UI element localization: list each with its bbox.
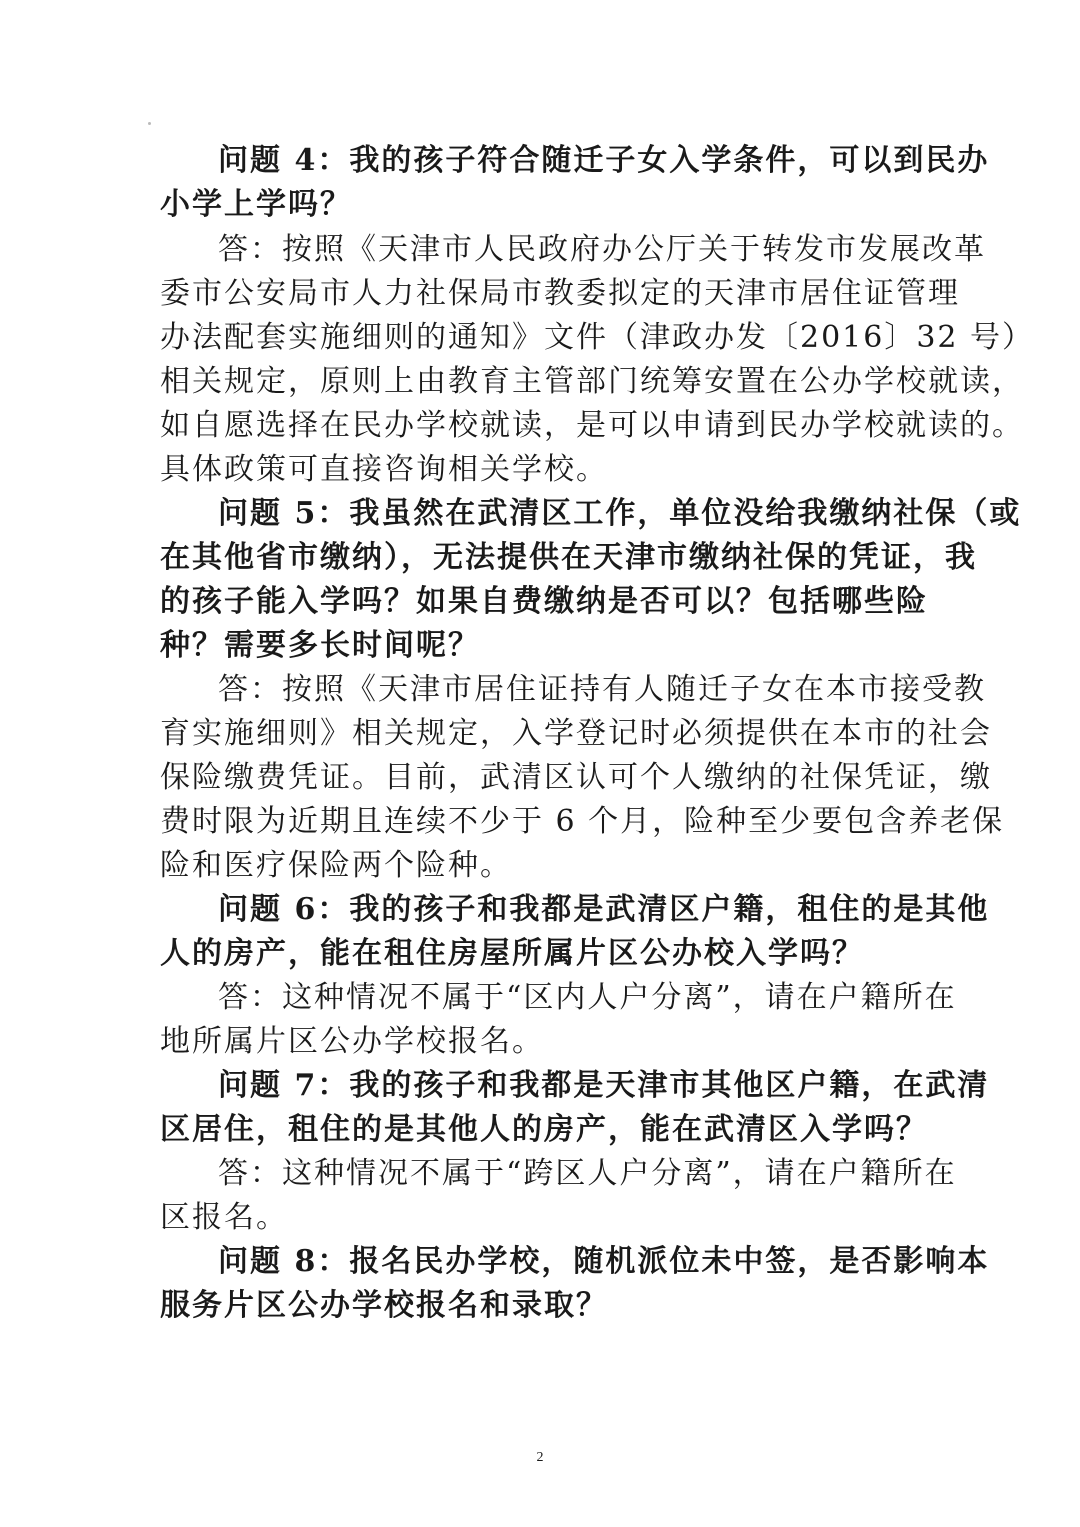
- scan-speck: [148, 122, 151, 125]
- question-5-line-1: 问题 5：我虽然在武清区工作，单位没给我缴纳社保（或: [218, 496, 1022, 531]
- answer-5-line-3: 保险缴费凭证。目前，武清区认可个人缴纳的社保凭证，缴: [160, 760, 992, 795]
- question-5-line-3: 的孩子能入学吗？如果自费缴纳是否可以？包括哪些险: [160, 584, 928, 619]
- answer-7-line-2: 区报名。: [160, 1200, 288, 1235]
- answer-6-line-1: 答：这种情况不属于“区内人户分离”，请在户籍所在: [218, 980, 957, 1015]
- answer-4-line-6: 具体政策可直接咨询相关学校。: [160, 452, 608, 487]
- question-6-line-2: 人的房产，能在租住房屋所属片区公办校入学吗？: [160, 936, 864, 971]
- question-4-line-1: 问题 4：我的孩子符合随迁子女入学条件，可以到民办: [218, 143, 990, 178]
- answer-5-line-2: 育实施细则》相关规定，入学登记时必须提供在本市的社会: [160, 716, 992, 751]
- question-7-line-2: 区居住，租住的是其他人的房产，能在武清区入学吗？: [160, 1112, 928, 1147]
- answer-4-line-5: 如自愿选择在民办学校就读，是可以申请到民办学校就读的。: [160, 408, 1024, 443]
- answer-4-line-4: 相关规定，原则上由教育主管部门统筹安置在公办学校就读，: [160, 364, 1024, 399]
- question-8-line-2: 服务片区公办学校报名和录取？: [160, 1288, 608, 1323]
- question-6-line-1: 问题 6：我的孩子和我都是武清区户籍，租住的是其他: [218, 892, 990, 927]
- answer-7-line-1: 答：这种情况不属于“跨区人户分离”，请在户籍所在: [218, 1156, 957, 1191]
- answer-6-line-2: 地所属片区公办学校报名。: [160, 1024, 544, 1059]
- answer-4-line-2: 委市公安局市人力社保局市教委拟定的天津市居住证管理: [160, 276, 960, 311]
- answer-4-line-3: 办法配套实施细则的通知》文件（津政办发〔2016〕32 号）: [160, 320, 1035, 355]
- answer-5-line-1: 答：按照《天津市居住证持有人随迁子女在本市接受教: [218, 672, 986, 707]
- answer-5-line-5: 险和医疗保险两个险种。: [160, 848, 512, 883]
- page-number: 2: [536, 1450, 544, 1465]
- answer-4-line-1: 答：按照《天津市人民政府办公厅关于转发市发展改革: [218, 232, 986, 267]
- question-4-line-2: 小学上学吗？: [160, 187, 352, 222]
- question-5-line-2: 在其他省市缴纳），无法提供在天津市缴纳社保的凭证，我: [160, 540, 977, 575]
- question-8-line-1: 问题 8：报名民办学校，随机派位未中签，是否影响本: [218, 1244, 990, 1279]
- question-7-line-1: 问题 7：我的孩子和我都是天津市其他区户籍，在武清: [218, 1068, 990, 1103]
- question-5-line-4: 种？需要多长时间呢？: [160, 628, 480, 663]
- answer-5-line-4: 费时限为近期且连续不少于 6 个月，险种至少要包含养老保: [160, 804, 1005, 839]
